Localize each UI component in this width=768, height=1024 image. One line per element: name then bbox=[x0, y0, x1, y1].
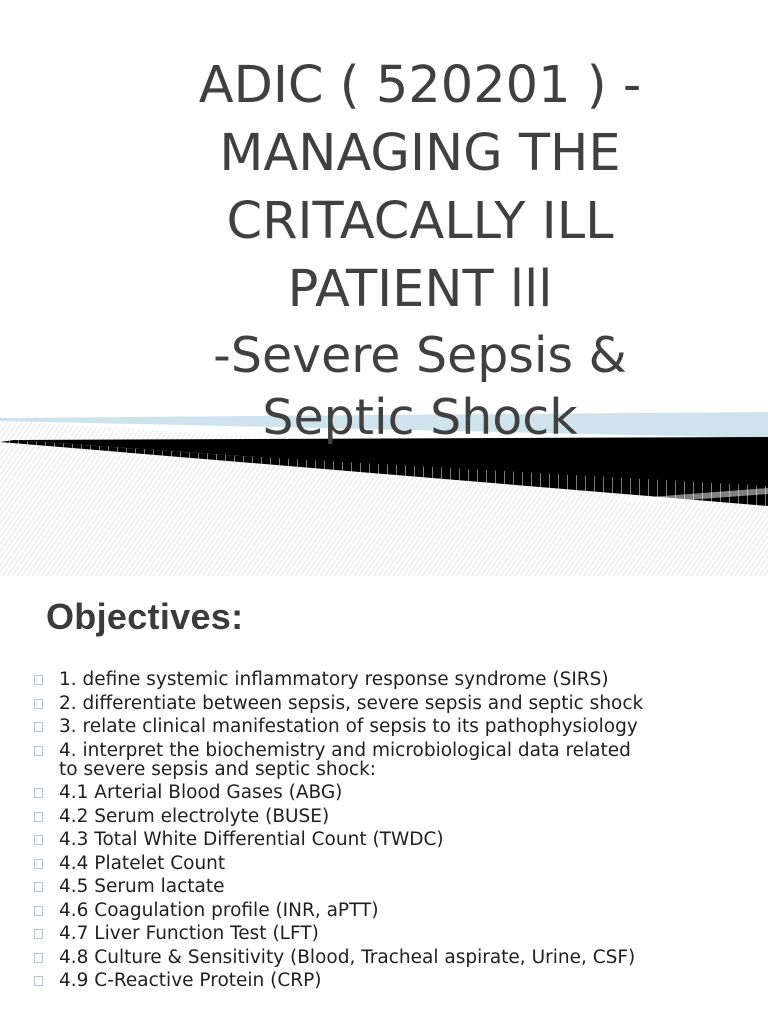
list-item bbox=[34, 717, 754, 736]
list-item bbox=[34, 694, 754, 713]
title-line-4: PATIENT lll bbox=[287, 260, 553, 319]
bullet-icon bbox=[34, 835, 43, 845]
bullet-icon bbox=[34, 746, 43, 756]
list-item bbox=[34, 807, 754, 826]
bullet-icon bbox=[34, 976, 43, 986]
bullet-icon bbox=[34, 788, 43, 798]
list-item-text: 4.4 Platelet Count bbox=[59, 852, 226, 874]
list-item-text: 4.6 Coagulation profile (INR, aPTT) bbox=[59, 899, 379, 921]
bullet-icon bbox=[34, 722, 43, 732]
list-item-text: 4.5 Serum lactate bbox=[59, 876, 225, 897]
bullet-icon bbox=[34, 675, 43, 685]
bullet-icon bbox=[34, 859, 43, 869]
list-item bbox=[34, 924, 754, 943]
list-item-text: 4.7 Liver Function Test (LFT) bbox=[59, 923, 319, 944]
objectives-list bbox=[34, 670, 754, 995]
list-item-text: 4.8 Culture & Sensitivity (Blood, Tracheal aspirate, Urine, CSF) bbox=[59, 946, 636, 968]
list-item-text: 4.1 Arterial Blood Gases (ABG) bbox=[59, 782, 343, 803]
title-line-3: CRITACALLY ILL bbox=[226, 192, 614, 251]
list-item-text: 4.2 Serum electrolyte (BUSE) bbox=[59, 805, 330, 827]
list-item-text: 4.3 Total White Differential Count (TWDC) bbox=[59, 829, 444, 850]
subtitle-line-2: Septic Shock bbox=[262, 389, 578, 446]
title-line-2: MANAGING THE bbox=[219, 124, 621, 183]
objectives-heading: Objectives: bbox=[46, 596, 244, 637]
list-item bbox=[34, 971, 754, 990]
bullet-icon bbox=[34, 953, 43, 963]
title-block bbox=[150, 52, 690, 448]
list-item-text: 2. differentiate between sepsis, severe sepsis and septic shock bbox=[59, 692, 644, 714]
bullet-icon bbox=[34, 812, 43, 822]
list-item bbox=[34, 877, 754, 896]
list-item-text: 1. define systemic inflammatory response syndrome (SIRS) bbox=[59, 669, 609, 690]
bullet-icon bbox=[34, 882, 43, 892]
list-item bbox=[34, 948, 754, 967]
list-item bbox=[34, 670, 754, 689]
list-item-text: 4. interpret the biochemistry and microbiological data related to severe sepsis and septic shock: bbox=[59, 739, 631, 780]
list-item-text: 3. relate clinical manifestation of sepsis to its pathophysiology bbox=[59, 716, 638, 737]
bullet-icon bbox=[34, 906, 43, 916]
list-item bbox=[34, 854, 754, 873]
subtitle-line-1: -Severe Sepsis & bbox=[213, 327, 627, 384]
objectives-slide bbox=[0, 576, 768, 1024]
list-item-text: 4.9 C-Reactive Protein (CRP) bbox=[59, 970, 322, 991]
bullet-icon bbox=[34, 699, 43, 709]
bullet-icon bbox=[34, 929, 43, 939]
list-item bbox=[34, 901, 754, 920]
list-item bbox=[34, 830, 754, 849]
list-item bbox=[34, 783, 754, 802]
title-line-1: ADIC ( 520201 ) - bbox=[198, 56, 642, 115]
list-item bbox=[34, 741, 754, 779]
